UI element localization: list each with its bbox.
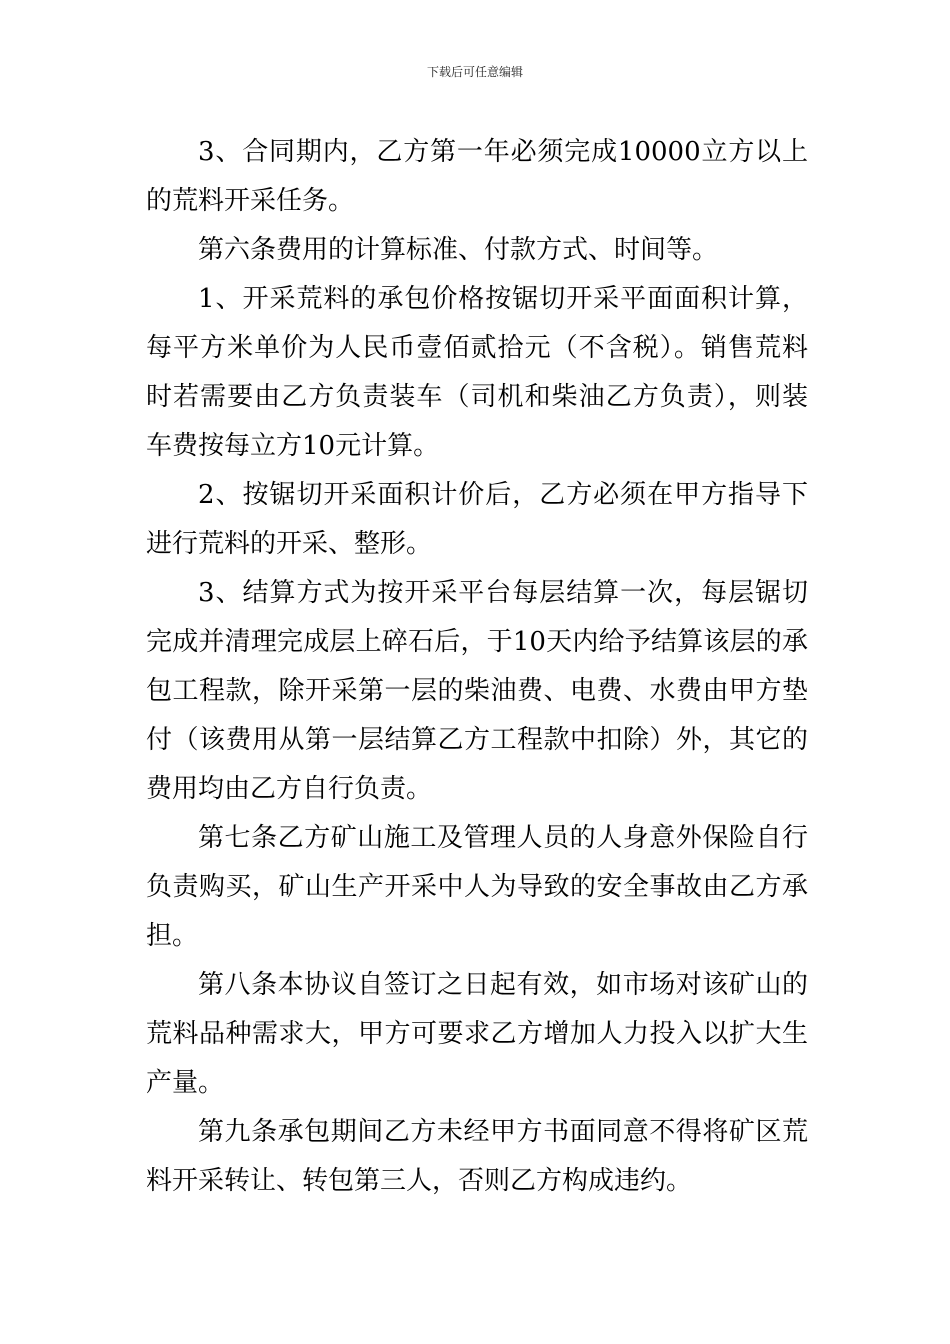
paragraph-article-seven-insurance: 第七条乙方矿山施工及管理人员的人身意外保险自行负责购买，矿山生产开采中人为导致的安全事故由乙方承担。 <box>146 823 808 951</box>
page-header: 下载后可任意编辑 <box>426 65 523 79</box>
paragraph-settlement-method: 3、结算方式为按开采平台每层结算一次，每层锯切完成并清理完成层上碎石后，于10天内给予结算该层的承包工程款，除开采第一层的柴油费、电费、水费由甲方垫付（该费用从第一层结算乙方工程款中扣除）外，其它的费用均由乙方自行负责。 <box>146 578 808 804</box>
document-body <box>146 128 808 1206</box>
paragraph-article-nine-transfer: 第九条承包期间乙方未经甲方书面同意不得将矿区荒料开采转让、转包第三人，否则乙方构成违约。 <box>146 1117 808 1196</box>
paragraph-contract-period-task: 3、合同期内，乙方第一年必须完成10000立方以上的荒料开采任务。 <box>146 137 808 216</box>
paragraph-article-six-heading: 第六条费用的计算标准、付款方式、时间等。 <box>198 235 719 265</box>
paragraph-pricing-guidance: 2、按锯切开采面积计价后，乙方必须在甲方指导下进行荒料的开采、整形。 <box>146 480 808 559</box>
paragraph-article-eight-effective: 第八条本协议自签订之日起有效，如市场对该矿山的荒料品种需求大，甲方可要求乙方增加人力投入以扩大生产量。 <box>146 970 808 1098</box>
paragraph-pricing: 1、开采荒料的承包价格按锯切开采平面面积计算，每平方米单价为人民币壹佰贰拾元（不含税）。销售荒料时若需要由乙方负责装车（司机和柴油乙方负责），则装车费按每立方10元计算。 <box>146 284 808 461</box>
